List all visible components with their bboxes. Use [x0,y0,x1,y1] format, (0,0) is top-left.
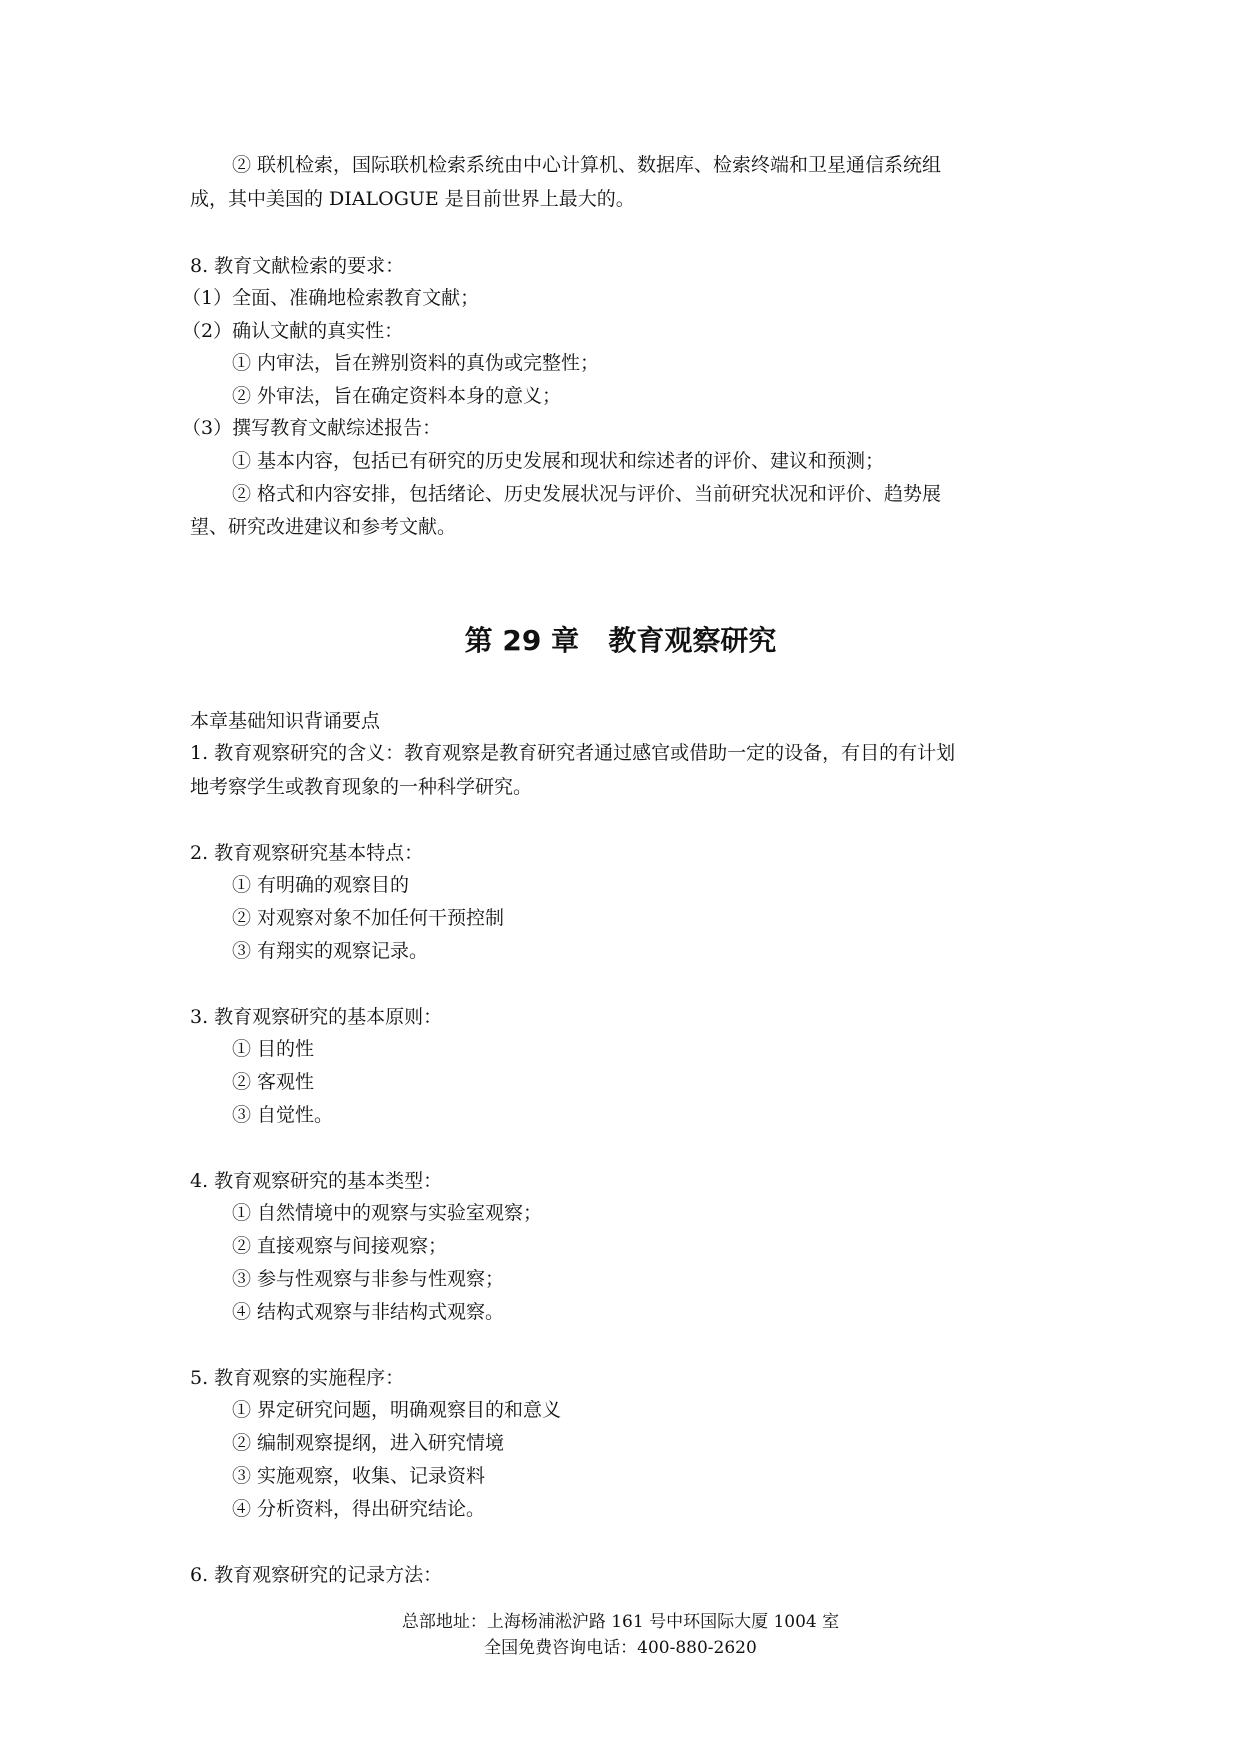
list-item: ③ 参与性观察与非参与性观察； [232,1268,505,1290]
list-item: （2）确认文献的真实性： [182,320,404,342]
paragraph-line: ② 联机检索，国际联机检索系统由中心计算机、数据库、检索终端和卫星通信系统组 [232,154,942,176]
paragraph-line: 地考察学生或教育现象的一种科学研究。 [190,776,533,798]
list-heading: 2. 教育观察研究基本特点： [190,842,424,864]
list-heading: 8. 教育文献检索的要求： [190,255,405,277]
list-item: ② 直接观察与间接观察； [232,1235,448,1257]
list-item: ① 基本内容，包括已有研究的历史发展和现状和综述者的评价、建议和预测； [232,450,885,472]
list-heading: 5. 教育观察的实施程序： [190,1367,405,1389]
list-item: ② 对观察对象不加任何干预控制 [232,907,505,929]
chapter-intro: 本章基础知识背诵要点 [190,710,381,732]
list-item: ② 格式和内容安排，包括绪论、历史发展状况与评价、当前研究状况和评价、趋势展 [232,483,942,505]
list-item: ② 编制观察提纲，进入研究情境 [232,1432,505,1454]
list-item: ③ 有翔实的观察记录。 [232,940,429,962]
list-item: ① 有明确的观察目的 [232,874,410,896]
list-item: ② 客观性 [232,1071,315,1093]
footer-address: 总部地址：上海杨浦淞沪路 161 号中环国际大厦 1004 室 [401,1612,840,1632]
footer-phone: 全国免费咨询电话：400-880-2620 [484,1638,757,1658]
list-heading: 3. 教育观察研究的基本原则： [190,1006,443,1028]
list-item: ② 外审法，旨在确定资料本身的意义； [232,385,562,407]
list-item: ① 界定研究问题，明确观察目的和意义 [232,1399,562,1421]
chapter-title: 第 29 章 教育观察研究 [464,624,777,657]
list-item: ④ 分析资料，得出研究结论。 [232,1498,486,1520]
list-item: ① 目的性 [232,1038,315,1060]
paragraph-line: 望、研究改进建议和参考文献。 [190,516,457,538]
list-heading: 6. 教育观察研究的记录方法： [190,1564,443,1586]
list-item: （1）全面、准确地检索教育文献； [182,287,480,309]
list-item: ① 自然情境中的观察与实验室观察； [232,1202,543,1224]
list-item: ③ 实施观察，收集、记录资料 [232,1465,486,1487]
paragraph-line: 1. 教育观察研究的含义：教育观察是教育研究者通过感官或借助一定的设备，有目的有计划 [190,742,956,764]
paragraph-line: 成，其中美国的 DIALOGUE 是目前世界上最大的。 [190,188,635,210]
list-heading: 4. 教育观察研究的基本类型： [190,1170,443,1192]
list-item: ④ 结构式观察与非结构式观察。 [232,1301,505,1323]
list-item: ③ 自觉性。 [232,1104,334,1126]
list-item: （3）撰写教育文献综述报告： [182,417,442,439]
list-item: ① 内审法，旨在辨别资料的真伪或完整性； [232,352,600,374]
